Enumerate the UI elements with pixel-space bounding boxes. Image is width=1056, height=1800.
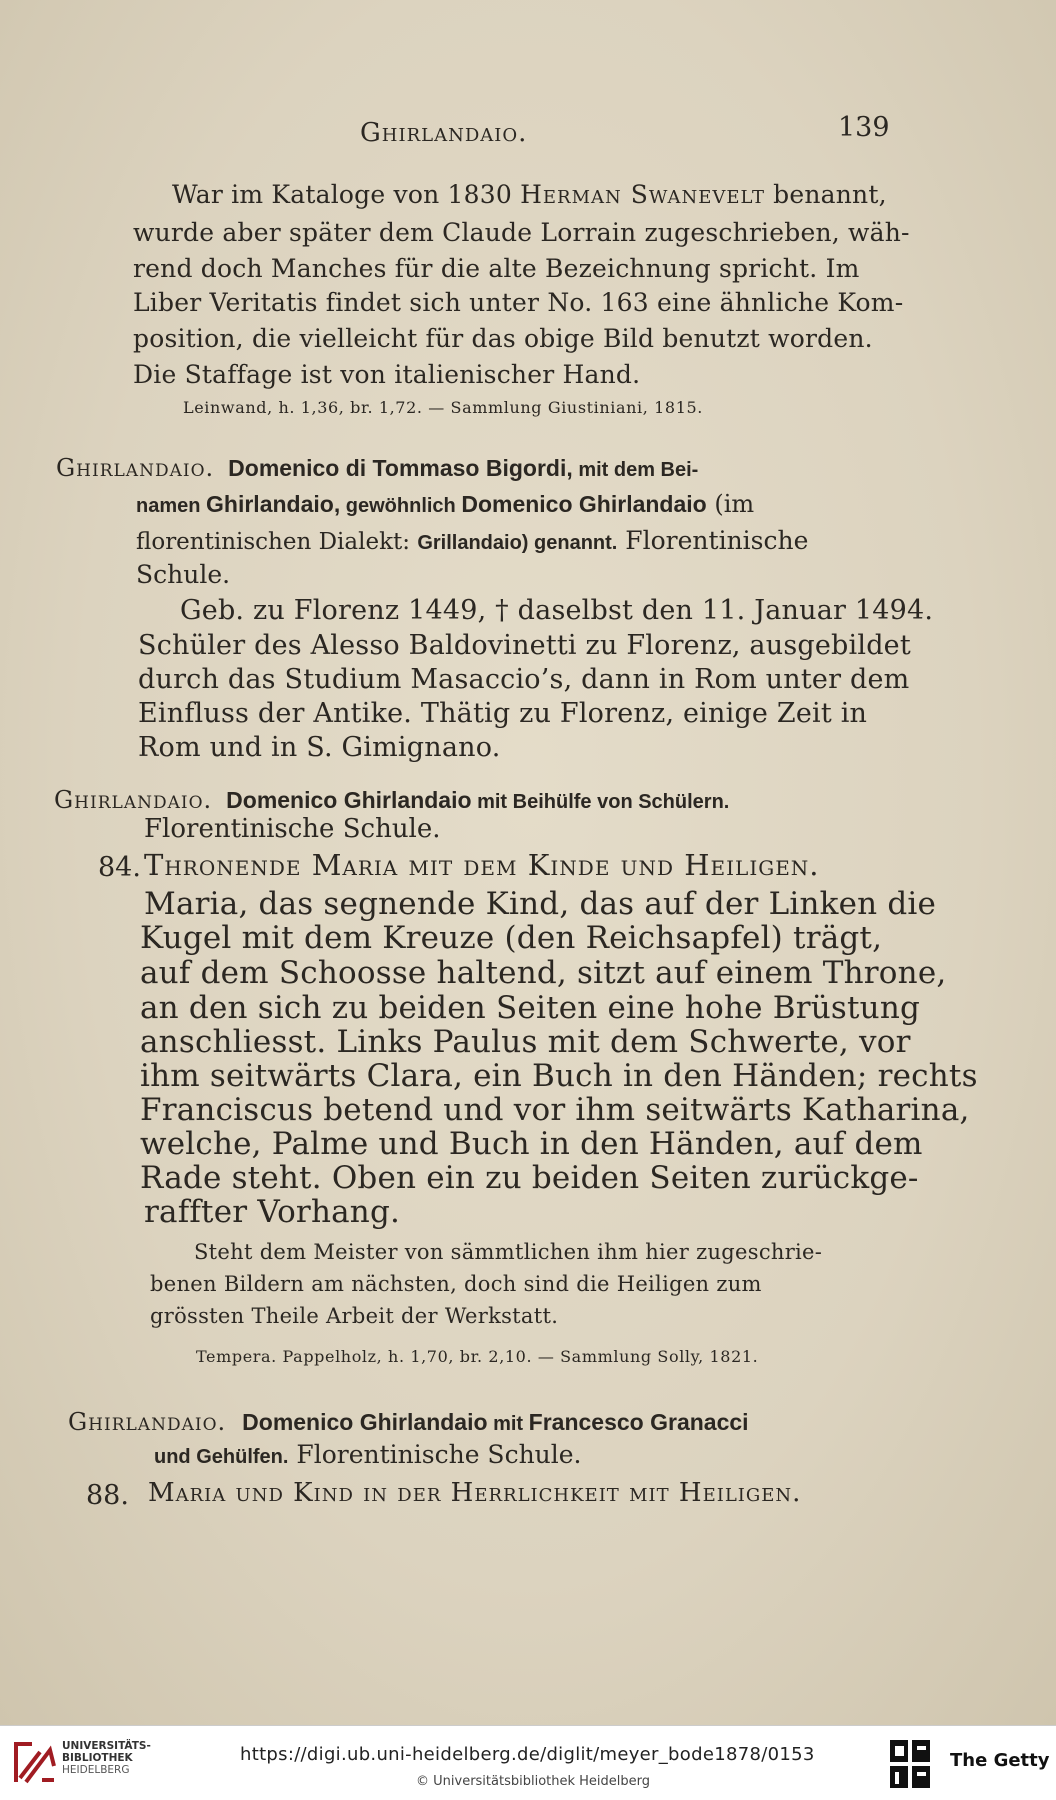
text-line: War im Kataloge von 1830 Herman Swanevelt benannt, bbox=[172, 180, 887, 209]
entry-heading: Ghirlandaio. Domenico Ghirlandaio mit Beihülfe von Schülern. bbox=[54, 786, 730, 814]
desc-line: an den sich zu beiden Seiten eine hohe Brüstung bbox=[140, 990, 921, 1026]
permalink-url[interactable]: https://digi.ub.uni-heidelberg.de/diglit/meyer_bode1878/0153 bbox=[240, 1744, 815, 1765]
text-line: Liber Veritatis findet sich unter No. 163 eine ähnliche Kom- bbox=[133, 288, 904, 317]
bio-line: Schüler des Alesso Baldovinetti zu Florenz, ausgebildet bbox=[138, 630, 911, 661]
desc-line: ihm seitwärts Clara, ein Buch in den Händen; rechts bbox=[140, 1058, 978, 1094]
technical-note: Leinwand, h. 1,36, br. 1,72. — Sammlung Giustiniani, 1815. bbox=[183, 398, 703, 417]
desc-line: Maria, das segnende Kind, das auf der Linken die bbox=[144, 886, 937, 922]
artwork-title: Thronende Maria mit dem Kinde und Heiligen. bbox=[144, 848, 820, 882]
desc-line: Kugel mit dem Kreuze (den Reichsapfel) trägt, bbox=[140, 920, 883, 956]
bio-line: durch das Studium Masaccio’s, dann in Rom unter dem bbox=[138, 664, 910, 695]
school-label: Schule. bbox=[136, 560, 231, 589]
bio-line: Rom und in S. Gimignano. bbox=[138, 732, 501, 763]
copyright-notice: © Universitätsbibliothek Heidelberg bbox=[416, 1774, 651, 1789]
university-library-logo-icon bbox=[12, 1736, 58, 1786]
footer-bar bbox=[0, 1725, 1056, 1800]
desc-line: anschliesst. Links Paulus mit dem Schwerte, vor bbox=[140, 1024, 911, 1060]
bio-line: Geb. zu Florenz 1449, † daselbst den 11. Januar 1494. bbox=[180, 595, 934, 626]
entry-heading: Ghirlandaio. Domenico di Tommaso Bigordi, mit dem Bei- bbox=[56, 454, 699, 482]
library-name: UNIVERSITÄTS- BIBLIOTHEK HEIDELBERG bbox=[62, 1740, 151, 1776]
artist-name: Herman Swanevelt bbox=[520, 180, 765, 209]
getty-logo-icon bbox=[888, 1738, 932, 1790]
desc-line: Franciscus betend und vor ihm seitwärts Katharina, bbox=[140, 1092, 970, 1128]
entry-heading-cont: namen Ghirlandaio, gewöhnlich Domenico Ghirlandaio (im bbox=[136, 490, 755, 518]
text-line: Die Staffage ist von italienischer Hand. bbox=[133, 360, 641, 389]
text-line: wurde aber später dem Claude Lorrain zugeschrieben, wäh- bbox=[133, 218, 910, 247]
text-line: position, die vielleicht für das obige Bild benutzt worden. bbox=[133, 324, 873, 353]
technical-note: Tempera. Pappelholz, h. 1,70, br. 2,10. — Sammlung Solly, 1821. bbox=[196, 1347, 759, 1366]
desc-line: Rade steht. Oben ein zu beiden Seiten zurückge- bbox=[140, 1160, 919, 1196]
running-header-title: Ghirlandaio. bbox=[360, 118, 528, 148]
desc-line: welche, Palme und Buch in den Händen, auf dem bbox=[140, 1126, 923, 1162]
artwork-title: Maria und Kind in der Herrlichkeit mit Heiligen. bbox=[148, 1478, 802, 1508]
school-label: Florentinische Schule. bbox=[144, 814, 441, 844]
getty-name: The Getty bbox=[950, 1750, 1050, 1771]
bio-line: Einfluss der Antike. Thätig zu Florenz, einige Zeit in bbox=[138, 698, 868, 729]
entry-heading-cont: florentinischen Dialekt: Grillandaio) genannt. Florentinische bbox=[136, 526, 809, 555]
note-line: grössten Theile Arbeit der Werkstatt. bbox=[150, 1304, 559, 1328]
page-number: 139 bbox=[838, 112, 890, 143]
desc-line: raffter Vorhang. bbox=[144, 1194, 401, 1230]
entry-heading: Ghirlandaio. Domenico Ghirlandaio mit Francesco Granacci bbox=[68, 1408, 749, 1436]
text-line: rend doch Manches für die alte Bezeichnung spricht. Im bbox=[133, 254, 860, 283]
note-line: Steht dem Meister von sämmtlichen ihm hier zugeschrie- bbox=[194, 1240, 823, 1264]
catalog-number: 84. bbox=[98, 852, 141, 883]
desc-line: auf dem Schoosse haltend, sitzt auf einem Throne, bbox=[140, 955, 947, 991]
entry-heading-cont: und Gehülfen. Florentinische Schule. bbox=[154, 1440, 582, 1469]
note-line: benen Bildern am nächsten, doch sind die Heiligen zum bbox=[150, 1272, 762, 1296]
catalog-number: 88. bbox=[86, 1480, 129, 1511]
